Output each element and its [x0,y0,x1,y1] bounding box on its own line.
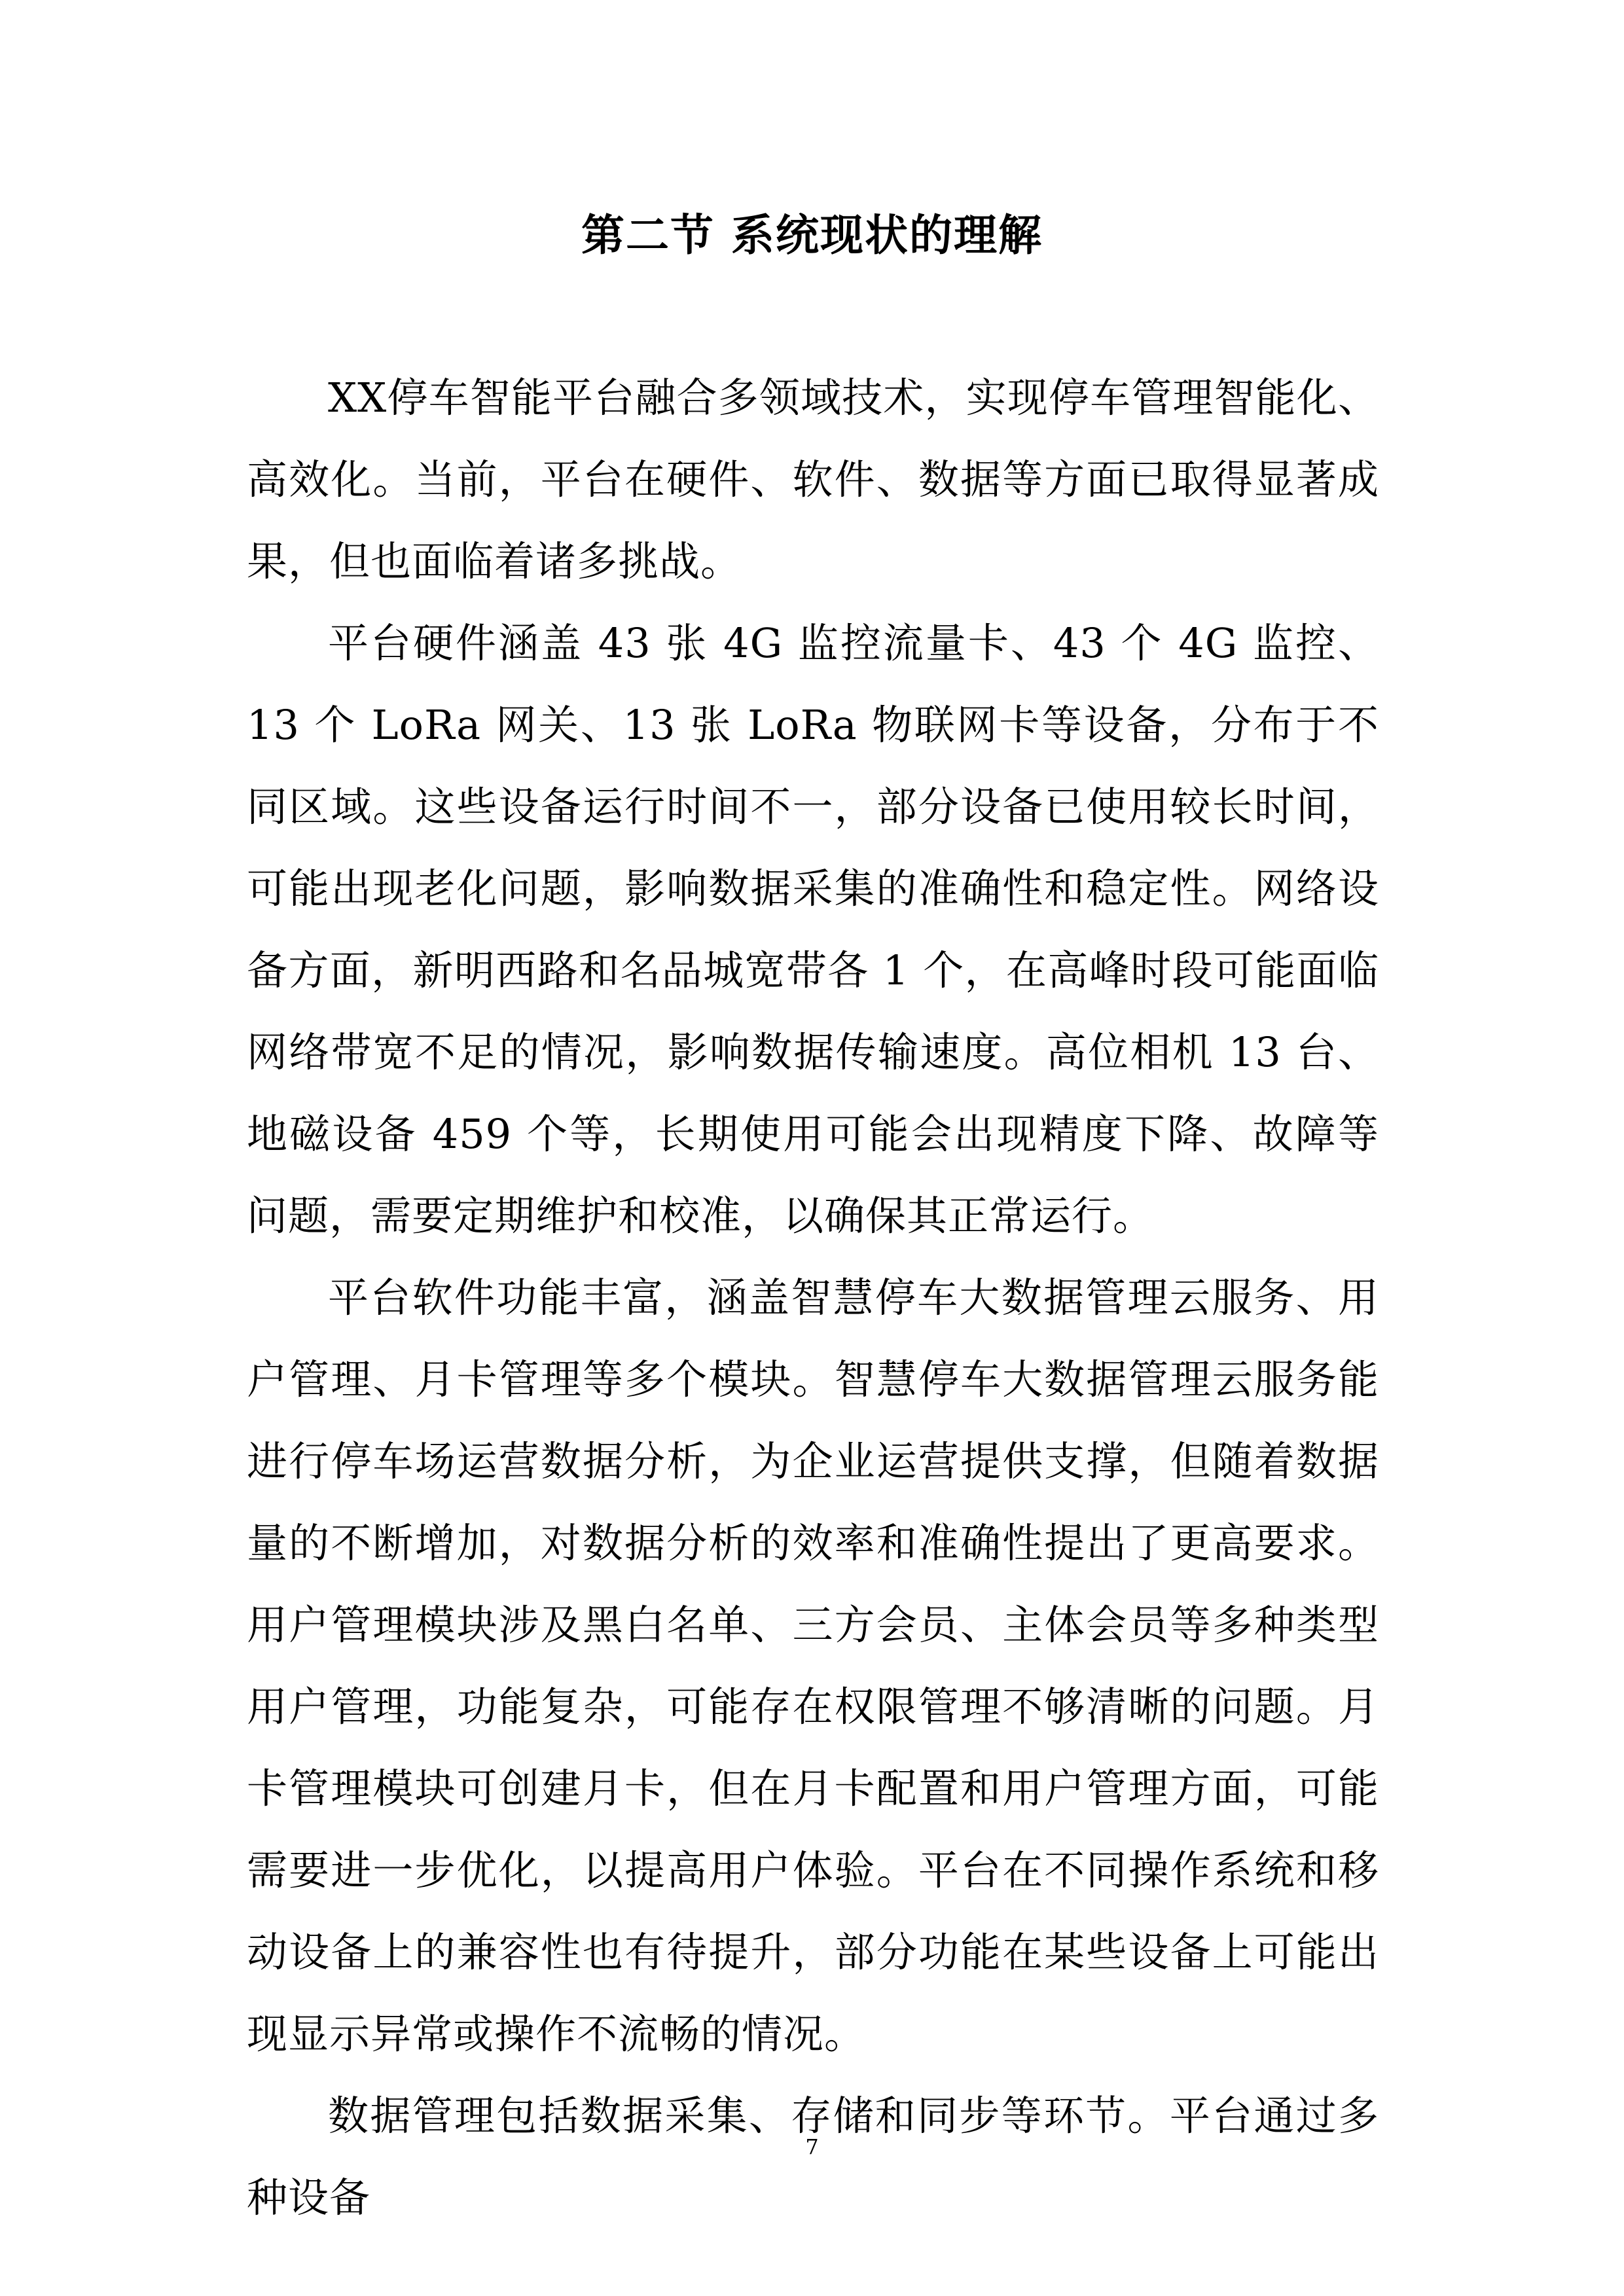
paragraph-intro: XX停车智能平台融合多领域技术，实现停车管理智能化、高效化。当前，平台在硬件、软件、数据等方面已取得显著成果，但也面临着诸多挑战。 [247,374,1379,585]
paragraph-data-management: 数据管理包括数据采集、存储和同步等环节。平台通过多种设备 [247,2092,1379,2221]
paragraph-software: 平台软件功能丰富，涵盖智慧停车大数据管理云服务、用户管理、月卡管理等多个模块。智慧停车大数据管理云服务能进行停车场运营数据分析，为企业运营提供支撑，但随着数据量的不断增加，对数据分析的效率和准确性提出了更高要求。用户管理模块涉及黑白名单、三方会员、主体会员等多种类型用户管理，功能复杂，可能存在权限管理不够清晰的问题。月卡管理模块可创建月卡，但在月卡配置和用户管理方面，可能需要进一步优化，以提高用户体验。平台在不同操作系统和移动设备上的兼容性也有待提升，部分功能在某些设备上可能出现显示异常或操作不流畅的情况。 [247,1274,1379,2058]
document-body [247,357,1379,2238]
page-number: 7 [805,2134,819,2159]
section-title: 第二节 系统现状的理解 [581,210,1043,260]
paragraph-hardware: 平台硬件涵盖 43 张 4G 监控流量卡、43 个 4G 监控、13 个 LoRa 网关、13 张 LoRa 物联网卡等设备，分布于不同区域。这些设备运行时间不一，部分设备已使用较长时间，可能出现老化问题，影响数据采集的准确性和稳定性。网络设备方面，新明西路和名品城宽带各 1 个，在高峰时段可能面临网络带宽不足的情况，影响数据传输速度。高位相机 13 台、地磁设备 459 个等，长期使用可能会出现精度下降、故障等问题，需要定期维护和校准，以确保其正常运行。 [247,619,1379,1240]
